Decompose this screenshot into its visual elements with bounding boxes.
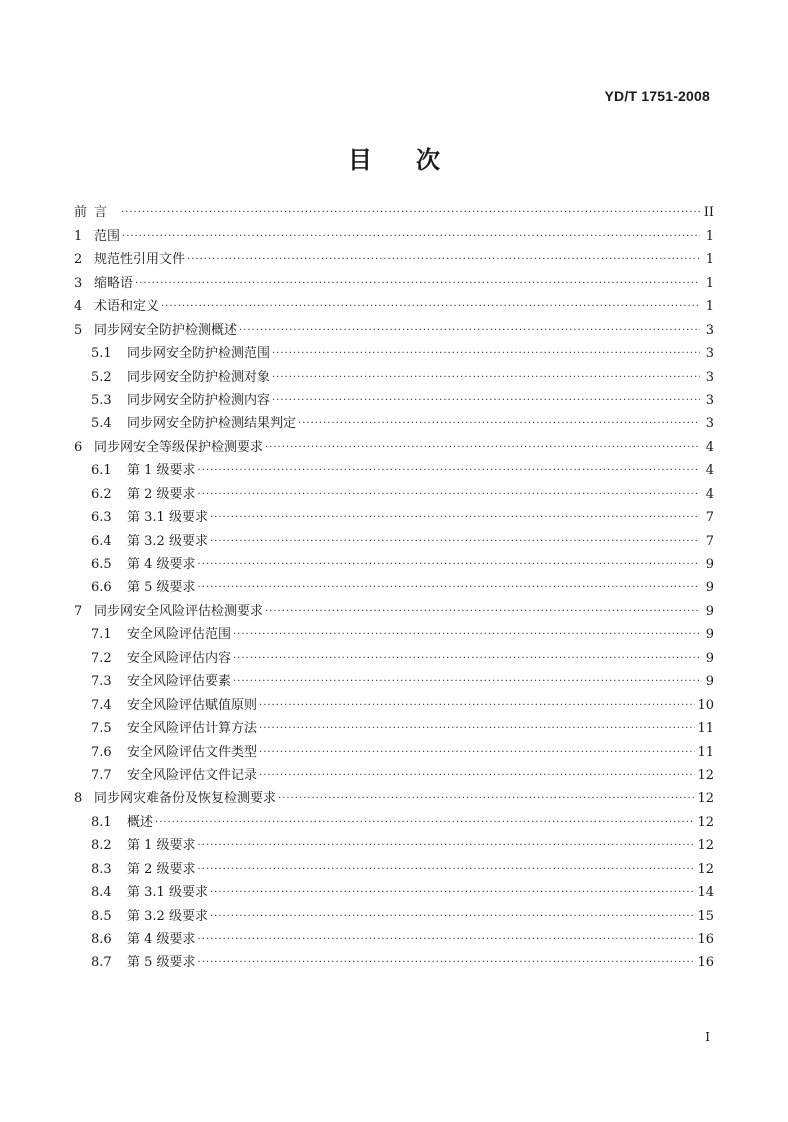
- toc-entry-number: 8.4: [91, 885, 112, 901]
- toc-entry-page: 4: [705, 439, 714, 455]
- toc-entry[interactable]: [74, 479, 714, 502]
- toc-entry[interactable]: [74, 831, 714, 854]
- toc-entry-number: 6.5: [91, 557, 112, 572]
- toc-entry[interactable]: [74, 503, 714, 526]
- toc-entry-label: 同步网安全等级保护检测要求: [94, 439, 264, 455]
- toc-entry[interactable]: [74, 761, 714, 784]
- toc-entry-number: 8.6: [91, 932, 112, 947]
- toc-leader-dots: [278, 791, 695, 807]
- toc-leader-dots: [233, 627, 700, 643]
- toc-entry-number: 8: [74, 791, 83, 807]
- toc-entry[interactable]: [74, 339, 714, 362]
- toc-entry-label: 第 3.1 级要求: [127, 885, 208, 901]
- toc-entry[interactable]: [74, 245, 714, 268]
- toc-entry[interactable]: [74, 315, 714, 338]
- table-of-contents: [74, 198, 714, 971]
- toc-entry[interactable]: [74, 292, 714, 315]
- toc-entry[interactable]: [74, 268, 714, 291]
- toc-entry-number: 7.3: [91, 674, 112, 690]
- toc-entry-page: 9: [705, 603, 714, 619]
- toc-entry-label: 安全风险评估要素: [127, 674, 232, 690]
- toc-leader-dots: [259, 698, 695, 714]
- toc-leader-dots: [210, 909, 696, 925]
- toc-entry-label: 同步网安全防护检测对象: [127, 369, 271, 385]
- toc-entry[interactable]: [74, 690, 714, 713]
- toc-leader-dots: [198, 487, 700, 503]
- toc-entry-page: 1: [705, 275, 714, 291]
- toc-leader-dots: [272, 393, 700, 409]
- toc-entry-page: 9: [705, 674, 714, 690]
- toc-leader-dots: [272, 370, 700, 386]
- toc-entry-number: 6.6: [91, 580, 112, 596]
- toc-entry-number: 4: [74, 299, 83, 315]
- toc-entry[interactable]: [74, 714, 714, 737]
- toc-entry-page: 1: [705, 299, 714, 315]
- toc-entry-page: 11: [697, 721, 714, 737]
- toc-entry-page: 9: [705, 650, 714, 666]
- toc-leader-dots: [298, 416, 700, 432]
- toc-entry-label: 范围: [94, 228, 121, 244]
- toc-entry-number: 6: [74, 439, 83, 455]
- toc-entry-label: 第 1 级要求: [127, 838, 196, 854]
- toc-entry[interactable]: [74, 737, 714, 760]
- toc-entry[interactable]: [74, 456, 714, 479]
- toc-leader-dots: [198, 557, 700, 573]
- toc-entry-page: 7: [705, 510, 714, 526]
- toc-entry-number: 5: [74, 322, 83, 338]
- toc-entry-page: 4: [705, 463, 714, 479]
- toc-leader-dots: [198, 838, 696, 854]
- toc-entry[interactable]: [74, 432, 714, 455]
- toc-entry-label: 第 4 级要求: [127, 932, 196, 947]
- toc-leader-dots: [210, 885, 696, 901]
- toc-entry[interactable]: [74, 901, 714, 924]
- toc-entry-number: 8.5: [91, 908, 112, 924]
- toc-entry-page: 4: [705, 486, 714, 502]
- toc-entry[interactable]: [74, 526, 714, 549]
- toc-entry[interactable]: [74, 198, 714, 221]
- toc-entry[interactable]: [74, 596, 714, 619]
- toc-entry-page: 16: [697, 932, 714, 947]
- toc-entry-page: 1: [705, 228, 714, 244]
- toc-entry-page: 15: [697, 908, 714, 924]
- toc-entry[interactable]: [74, 878, 714, 901]
- toc-entry-label: 第 3.1 级要求: [127, 510, 208, 526]
- toc-entry-label: 同步网灾难备份及恢复检测要求: [94, 791, 277, 807]
- toc-entry-page: 3: [705, 322, 714, 338]
- toc-entry-page: 12: [697, 861, 714, 877]
- toc-entry-page: 12: [697, 838, 714, 854]
- toc-entry-label: 第 3.2 级要求: [127, 533, 208, 549]
- toc-entry[interactable]: [74, 409, 714, 432]
- toc-leader-dots: [210, 510, 700, 526]
- toc-leader-dots: [239, 323, 700, 339]
- page-title: 目次: [348, 145, 484, 174]
- toc-leader-dots: [265, 604, 700, 620]
- toc-leader-dots: [122, 229, 700, 245]
- toc-entry[interactable]: [74, 643, 714, 666]
- toc-entry[interactable]: [74, 221, 714, 244]
- toc-entry-label: 同步网安全防护检测结果判定: [127, 416, 297, 432]
- toc-entry[interactable]: [74, 854, 714, 877]
- toc-entry-number: 6.4: [91, 533, 112, 549]
- toc-leader-dots: [198, 932, 696, 948]
- toc-leader-dots: [233, 674, 700, 690]
- toc-entry-label: 同步网安全风险评估检测要求: [94, 603, 264, 619]
- toc-leader-dots: [155, 815, 695, 831]
- toc-leader-dots: [161, 299, 700, 315]
- toc-entry-label: 规范性引用文件: [94, 252, 186, 268]
- toc-entry[interactable]: [74, 925, 714, 948]
- toc-entry-number: 5.2: [91, 369, 112, 385]
- toc-entry-page: 9: [705, 557, 714, 572]
- footer-page-number: I: [705, 1030, 710, 1044]
- toc-entry-label: 第 2 级要求: [127, 861, 196, 877]
- toc-leader-dots: [121, 205, 700, 221]
- toc-entry-number: 7.7: [91, 767, 112, 783]
- toc-leader-dots: [198, 955, 696, 971]
- toc-entry[interactable]: [74, 784, 714, 807]
- toc-entry[interactable]: [74, 386, 714, 409]
- toc-entry-number: 8.1: [91, 814, 112, 830]
- toc-entry-label: 术语和定义: [94, 299, 160, 315]
- toc-entry-label: 第 5 级要求: [127, 580, 196, 596]
- toc-entry-label: 第 3.2 级要求: [127, 908, 208, 924]
- toc-entry-label: 同步网安全防护检测范围: [127, 346, 271, 362]
- toc-leader-dots: [233, 651, 700, 667]
- toc-entry-label: 安全风险评估文件记录: [127, 767, 258, 783]
- toc-entry-number: 7.6: [91, 744, 112, 760]
- toc-leader-dots: [187, 252, 700, 268]
- toc-entry-number: 8.2: [91, 838, 112, 854]
- toc-entry[interactable]: [74, 948, 714, 971]
- toc-entry-page: 3: [705, 369, 714, 385]
- toc-entry-number: 5.3: [91, 392, 112, 408]
- toc-entry[interactable]: [74, 807, 714, 830]
- toc-leader-dots: [259, 745, 695, 761]
- toc-entry-number: 6.3: [91, 510, 112, 526]
- toc-entry-page: 14: [697, 885, 714, 901]
- toc-entry-label: 安全风险评估内容: [127, 650, 232, 666]
- toc-entry-label: 言: [94, 205, 120, 221]
- toc-entry-number: 8.7: [91, 955, 112, 971]
- toc-entry-page: 9: [705, 580, 714, 596]
- toc-entry-label: 安全风险评估范围: [127, 627, 232, 643]
- toc-entry-label: 安全风险评估计算方法: [127, 721, 258, 737]
- toc-entry-label: 缩略语: [94, 275, 134, 291]
- toc-entry-number: 1: [74, 228, 83, 244]
- toc-leader-dots: [272, 346, 700, 362]
- toc-entry-number: 3: [74, 275, 83, 291]
- toc-entry-label: 同步网安全防护检测内容: [127, 392, 271, 408]
- toc-entry[interactable]: [74, 550, 714, 573]
- toc-entry-number: 7.5: [91, 721, 112, 737]
- toc-entry-number: 7.2: [91, 650, 112, 666]
- toc-entry-number: 7.1: [91, 627, 112, 643]
- toc-leader-dots: [135, 276, 700, 292]
- toc-entry-page: 12: [697, 767, 714, 783]
- toc-leader-dots: [198, 580, 700, 596]
- toc-entry-label: 安全风险评估文件类型: [127, 744, 258, 760]
- toc-entry-page: 16: [697, 955, 714, 971]
- toc-entry-page: 12: [697, 814, 714, 830]
- toc-entry-number: 前: [74, 205, 88, 221]
- toc-entry-number: 5.4: [91, 416, 112, 432]
- toc-entry[interactable]: [74, 573, 714, 596]
- document-code: YD/T 1751-2008: [604, 88, 710, 104]
- toc-entry-page: 3: [705, 392, 714, 408]
- toc-entry-number: 8.3: [91, 861, 112, 877]
- toc-entry-number: 2: [74, 252, 83, 268]
- toc-entry-number: 6.2: [91, 486, 112, 502]
- toc-entry-label: 安全风险评估赋值原则: [127, 697, 258, 713]
- toc-entry-page: 10: [697, 697, 714, 713]
- toc-entry-page: 11: [697, 744, 714, 760]
- toc-entry-page: 9: [705, 627, 714, 643]
- toc-leader-dots: [198, 463, 700, 479]
- toc-entry-label: 第 2 级要求: [127, 486, 196, 502]
- toc-entry-label: 第 5 级要求: [127, 955, 196, 971]
- toc-leader-dots: [259, 721, 695, 737]
- toc-entry[interactable]: [74, 667, 714, 690]
- toc-entry-page: II: [703, 205, 714, 221]
- toc-entry-number: 7: [74, 603, 83, 619]
- toc-leader-dots: [265, 440, 700, 456]
- toc-entry-page: 1: [705, 252, 714, 268]
- toc-entry-page: 7: [705, 533, 714, 549]
- toc-entry[interactable]: [74, 362, 714, 385]
- toc-leader-dots: [210, 534, 700, 550]
- toc-entry-label: 第 1 级要求: [127, 463, 196, 479]
- toc-entry-number: 7.4: [91, 697, 112, 713]
- toc-entry-number: 6.1: [91, 463, 112, 479]
- toc-entry-label: 第 4 级要求: [127, 557, 196, 572]
- toc-leader-dots: [198, 862, 696, 878]
- toc-entry-label: 同步网安全防护检测概述: [94, 322, 238, 338]
- toc-entry-page: 12: [697, 791, 714, 807]
- toc-entry-page: 3: [705, 346, 714, 362]
- toc-entry-label: 概述: [127, 814, 154, 830]
- toc-leader-dots: [259, 768, 695, 784]
- toc-entry-page: 3: [705, 416, 714, 432]
- toc-entry[interactable]: [74, 620, 714, 643]
- toc-entry-number: 5.1: [91, 346, 112, 362]
